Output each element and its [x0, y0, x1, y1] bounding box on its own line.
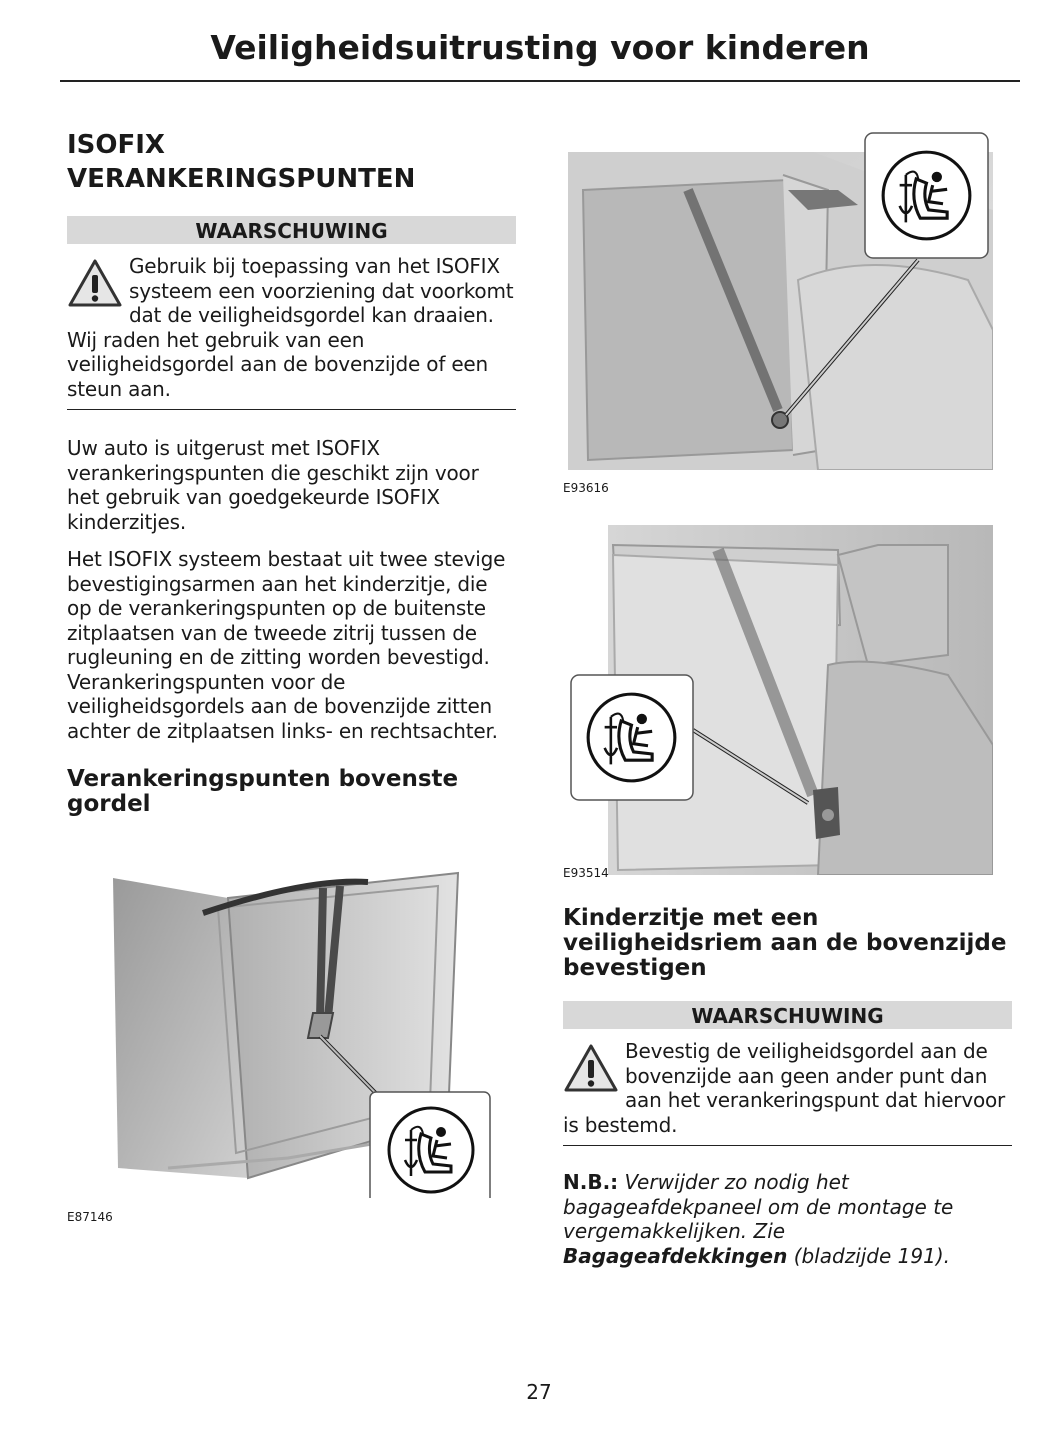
subheading: Kinderzitje met een veiligheidsriem aan de bovenzijde bevestigen — [563, 905, 1007, 981]
paragraph: Uw auto is uitgerust met ISOFIX verankeringspunten die geschikt zijn voor het gebruik van goedgekeurde ISOFIX kinderzitjes. — [67, 436, 479, 534]
seat-tether-figure — [108, 868, 508, 1198]
section-heading-line1: ISOFIX — [67, 130, 165, 160]
subheading: Verankeringspunten bovenste gordel — [67, 766, 459, 817]
warning-text: Gebruik bij toepassing van het ISOFIX systeem een voorziening dat voorkomt dat de veiligheidsgordel kan draaien. Wij raden het gebruik van een veiligheidsgordel aan de bovenzijde of een steun aan. — [67, 254, 514, 401]
page-number: 27 — [526, 1380, 552, 1404]
note-page-ref: (bladzijde 191). — [793, 1243, 950, 1268]
note-label: N.B.: — [563, 1170, 619, 1194]
section-heading — [67, 128, 516, 196]
note-text: Verwijder zo nodig het bagageafdekpaneel om de montage te vergemakkelijken. Zie — [563, 1170, 954, 1243]
warning-triangle-icon — [67, 258, 123, 308]
warning-label: WAARSCHUWING — [67, 216, 516, 244]
isofix-top-tether-icon — [879, 148, 974, 243]
page-title: Veiligheidsuitrusting voor kinderen — [60, 24, 1020, 82]
isofix-top-tether-icon — [584, 690, 679, 785]
warning-triangle-icon — [563, 1043, 619, 1093]
warning-label: WAARSCHUWING — [563, 1001, 1012, 1029]
section-heading-line2: VERANKERINGSPUNTEN — [67, 164, 416, 194]
anchor-figure-1 — [568, 130, 993, 470]
anchor-figure-2 — [568, 525, 993, 875]
figure-caption: E87146 — [67, 1210, 113, 1224]
paragraph: Het ISOFIX systeem bestaat uit twee stevige bevestigingsarmen aan het kinderzitje, die op de verankeringspunten op de buitenste zitplaatsen van de tweede zitrij tussen de rugleuning en de zitting worden bevestigd. Verankeringspunten voor de veiligheidsgordels aan de bovenzijde zitten achter de zitplaatsen links- en rechtsachter. — [67, 547, 506, 743]
warning-box — [563, 1001, 1012, 1146]
warning-box — [67, 216, 516, 410]
cross-reference-link[interactable]: Bagageafdekkingen — [563, 1243, 788, 1268]
figure-caption: E93616 — [563, 481, 609, 495]
warning-text: Bevestig de veiligheidsgordel aan de bovenzijde aan geen ander punt dan aan het verankeringspunt dat hiervoor is bestemd. — [563, 1039, 1006, 1137]
figure-caption: E93514 — [563, 866, 609, 880]
isofix-top-tether-icon — [385, 1104, 477, 1196]
note — [563, 1170, 1012, 1268]
left-column — [67, 128, 516, 817]
right-column — [563, 906, 1012, 1288]
